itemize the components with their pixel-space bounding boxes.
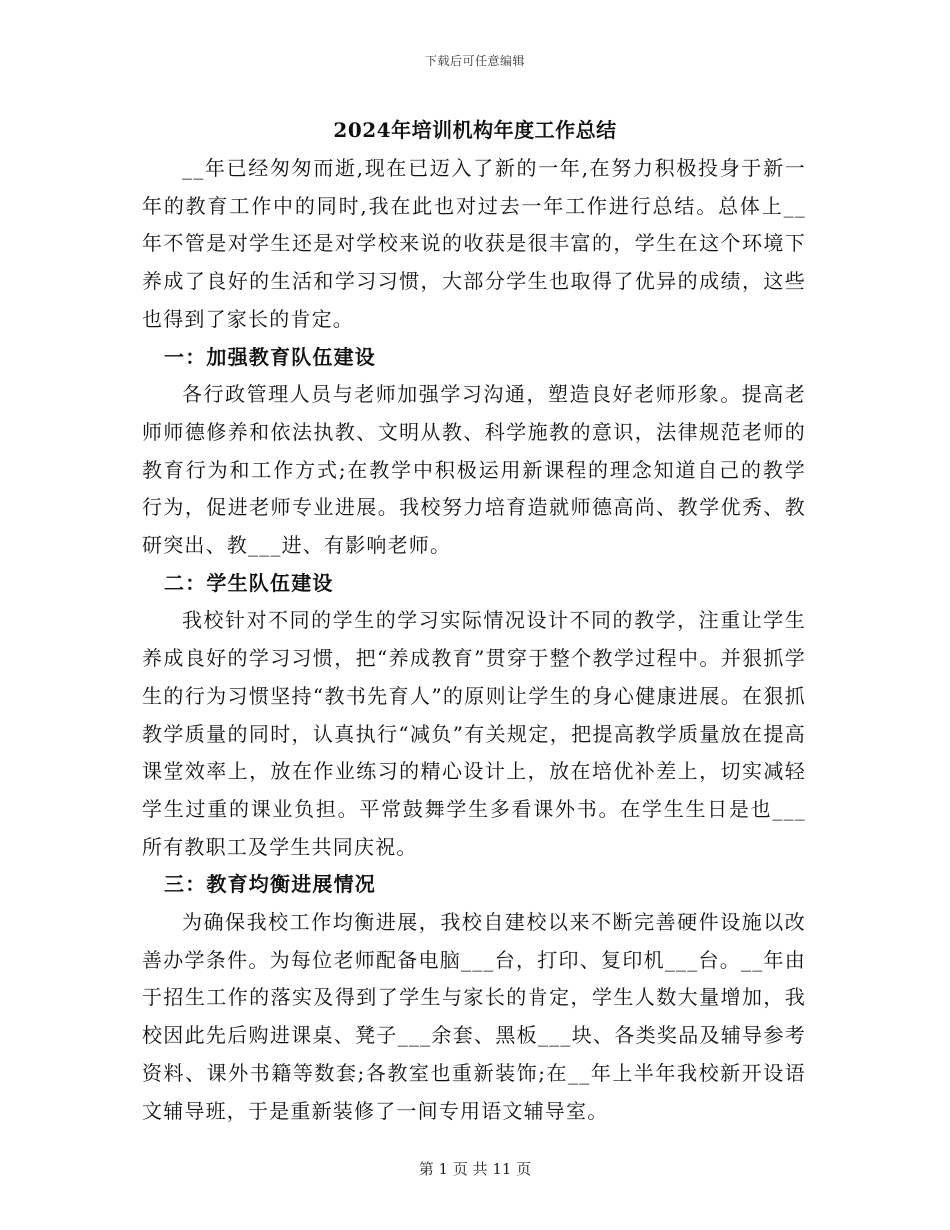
page-footer: 第 1 页 共 11 页 (418, 1160, 532, 1178)
intro-paragraph: __年已经匆匆而逝,现在已迈入了新的一年,在努力积极投身于新一年的教育工作中的同时,我在此也对过去一年工作进行总结。总体上__年不管是对学生还是对学校来说的收获是很丰富的，学生在这个环境下养成了良好的生活和学习习惯，大部分学生也取得了优异的成绩，这些也得到了家长的肯定。 (142, 156, 806, 331)
page-header: 下载后可任意编辑 (424, 54, 525, 68)
section-body-2: 我校针对不同的学生的学习实际情况设计不同的教学，注重让学生养成良好的学习习惯，把“养成教育”贯穿于整个教学过程中。并狠抓学生的行为习惯坚持“教书先育人”的原则让学生的身心健康进展。在狠抓教学质量的同时，认真执行“减负”有关规定，把提高教学质量放在提高课堂效率上，放在作业练习的精心设计上，放在培优补差上，切实减轻学生过重的课业负担。平常鼓舞学生多看课外书。在学生生日是也___所有教职工及学生共同庆祝。 (142, 608, 806, 859)
section-body-3: 为确保我校工作均衡进展，我校自建校以来不断完善硬件设施以改善办学条件。为每位老师配备电脑___台，打印、复印机___台。__年由于招生工作的落实及得到了学生与家长的肯定，学生人数大量增加，我校因此先后购进课桌、凳子___余套、黑板___块、各类奖品及辅导参考资料、课外书籍等数套;各教室也重新装饰;在__年上半年我校新开设语文辅导班，于是重新装修了一间专用语文辅导室。 (142, 910, 806, 1123)
section-heading-3: 三：教育均衡进展情况 (164, 872, 376, 897)
document-title: 2024年培训机构年度工作总结 (333, 118, 617, 142)
section-body-1: 各行政管理人员与老师加强学习沟通，塑造良好老师形象。提高老师师德修养和依法执教、文明从教、科学施教的意识，法律规范老师的教育行为和工作方式;在教学中积极运用新课程的理念知道自己的教学行为，促进老师专业进展。我校努力培育造就师德高尚、教学优秀、教研突出、教___进、有影响老师。 (142, 382, 806, 558)
section-heading-2: 二：学生队伍建设 (164, 570, 334, 595)
document-body (142, 150, 806, 1130)
section-heading-1: 一：加强教育队伍建设 (164, 344, 376, 369)
